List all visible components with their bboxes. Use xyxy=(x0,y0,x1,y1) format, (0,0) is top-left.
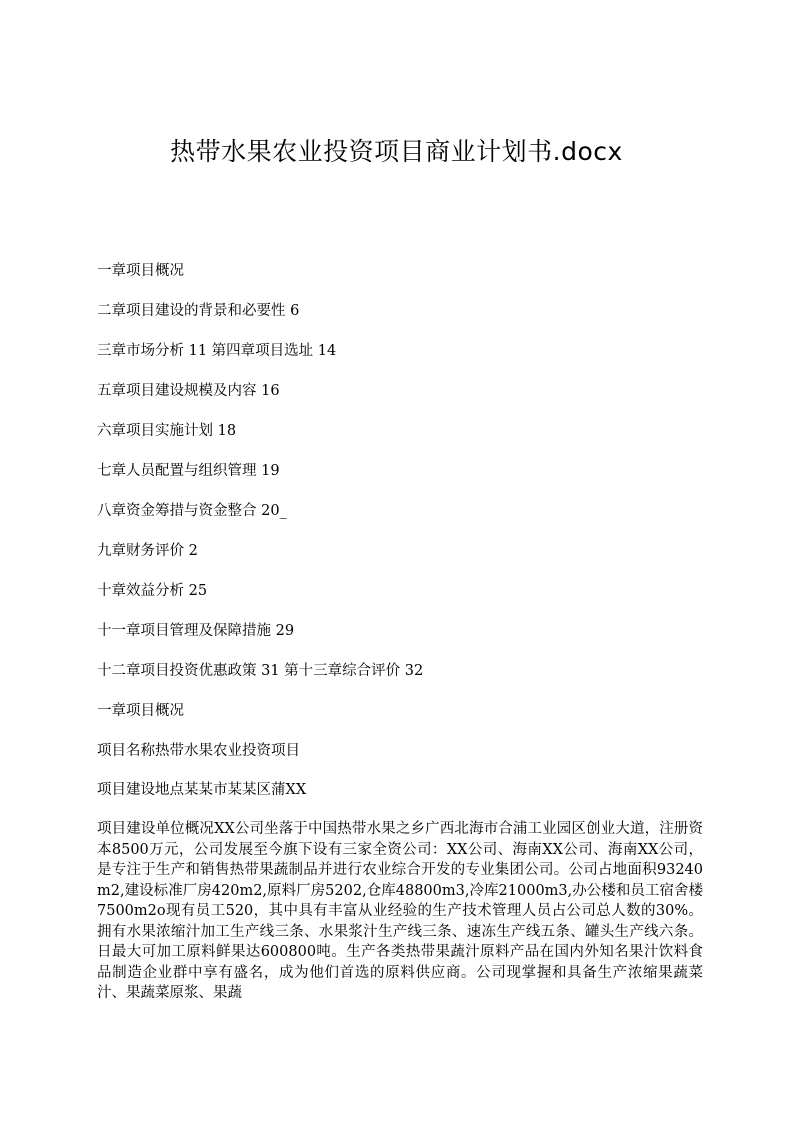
unit-overview-paragraph: 项目建设单位概况XX公司坐落于中国热带水果之乡广西北海市合浦工业园区创业大道，注册资本8500万元，公司发展至今旗下设有三家全资公司：XX公司、海南XX公司、海南XX公司，是专注于生产和销售热带果蔬制品并进行农业综合开发的专业集团公司。公司占地面积93240m2,建设标准厂房420m2,原料厂房5202,仓库48800m3,冷库21000m3,办公楼和员工宿舍楼7500m2o现有员工520，其中具有丰富从业经验的生产技术管理人员占公司总人数的30%。拥有水果浓缩汁加工生产线三条、水果浆汁生产线三条、速冻生产线五条、罐头生产线六条。日最大可加工原料鲜果达600800吨。生产各类热带果蔬汁原料产品在国内外知名果汁饮料食品制造企业群中享有盛名，成为他们首选的原料供应商。公司现掌握和具备生产浓缩果蔬菜汁、果蔬菜原浆、果蔬 xyxy=(97,821,703,1001)
toc-item: 七章人员配置与组织管理 19 xyxy=(97,463,280,479)
toc-item: 九章财务评价 2 xyxy=(97,543,198,559)
toc-item: 一章项目概况 xyxy=(97,263,184,279)
toc-item: 三章市场分析 11 第四章项目选址 14 xyxy=(97,343,337,359)
table-of-contents xyxy=(97,262,717,702)
project-name-line: 项目名称热带水果农业投资项目 xyxy=(97,743,300,759)
document-title: 热带水果农业投资项目商业计划书.docx xyxy=(170,137,623,166)
toc-item: 十二章项目投资优惠政策 31 第十三章综合评价 32 xyxy=(97,663,424,679)
toc-item: 十章效益分析 25 xyxy=(97,583,208,599)
toc-item: 八章资金筹措与资金整合 20_ xyxy=(97,503,287,519)
toc-item: 二章项目建设的背景和必要性 6 xyxy=(97,303,300,319)
chapter-heading: 一章项目概况 xyxy=(97,703,184,719)
toc-item: 六章项目实施计划 18 xyxy=(97,423,237,439)
project-location-line: 项目建设地点某某市某某区蒲XX xyxy=(97,782,307,798)
toc-item: 十一章项目管理及保障措施 29 xyxy=(97,623,295,639)
toc-item: 五章项目建设规模及内容 16 xyxy=(97,383,280,399)
